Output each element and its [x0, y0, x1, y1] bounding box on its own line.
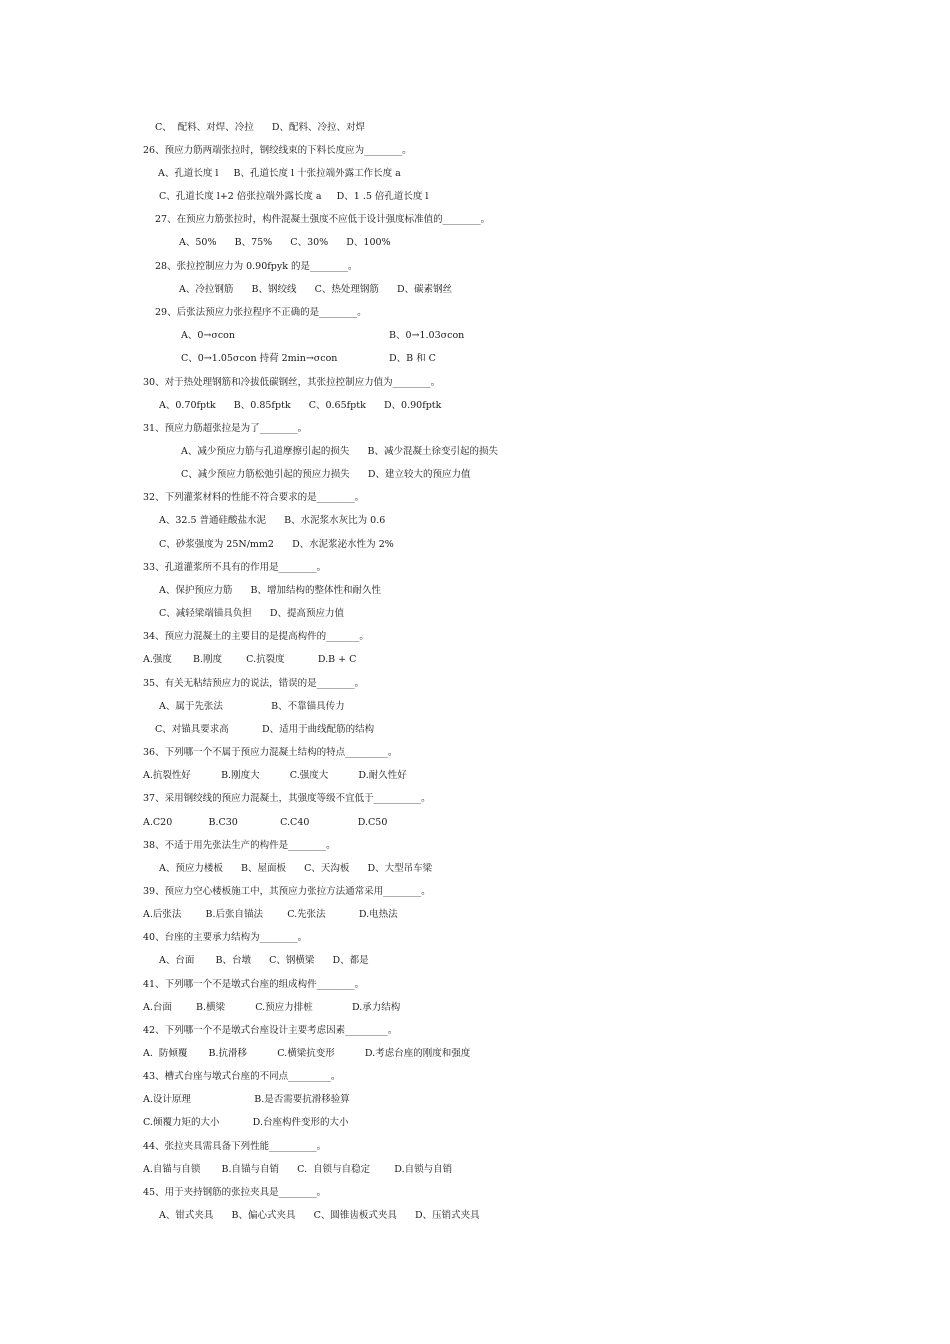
question-38: 38、不适于用先张法生产的构件是________。: [143, 840, 336, 851]
option-line: A.强度 B.刚度 C.抗裂度 D.B + C: [143, 654, 357, 665]
question-29: 29、后张法预应力张拉程序不正确的是________。: [155, 307, 367, 318]
option-line: A、32.5 普通硅酸盐水泥 B、水泥浆水灰比为 0.6: [159, 515, 386, 526]
option-line: A、50% B、75% C、30% D、100%: [179, 237, 391, 248]
option-line: A、属于先张法 B、不靠锚具传力: [159, 701, 345, 712]
option-line: A、0.70fptk B、0.85fptk C、0.65fptk D、0.90fptk: [159, 400, 442, 411]
option-line: A、钳式夹具 B、偏心式夹具 C、圆锥齿板式夹具 D、压销式夹具: [159, 1210, 480, 1221]
question-33: 33、孔道灌浆所不具有的作用是________。: [143, 562, 327, 573]
question-30: 30、对于热处理钢筋和冷拔低碳钢丝，其张拉控制应力值为________。: [143, 377, 441, 388]
question-32: 32、下列灌浆材料的性能不符合要求的是________。: [143, 492, 365, 503]
option-line: A、冷拉钢筋 B、钢绞线 C、热处理钢筋 D、碳素钢丝: [179, 284, 453, 295]
option-line: C.倾覆力矩的大小 D.台座构件变形的大小: [143, 1117, 349, 1128]
option-line: C、减少预应力筋松弛引起的预应力损失 D、建立较大的预应力值: [181, 469, 471, 480]
option-line: C、砂浆强度为 25N/mm2 D、水泥浆泌水性为 2%: [159, 539, 394, 550]
question-40: 40、台座的主要承力结构为________。: [143, 932, 308, 943]
option-line: A.台面 B.横梁 C.预应力排桩 D.承力结构: [143, 1002, 401, 1013]
option-line: A.自锚与自锁 B.自锚与自销 C. 自锁与自稳定 D.自锁与自销: [143, 1164, 453, 1175]
option-line: A、减少预应力筋与孔道摩擦引起的损失 B、减少混凝土徐变引起的损失: [181, 446, 498, 457]
option-line: A.抗裂性好 B.刚度大 C.强度大 D.耐久性好: [143, 770, 407, 781]
option-line: A. 防倾覆 B.抗滑移 C.横梁抗变形 D.考虑台座的刚度和强度: [143, 1048, 471, 1059]
question-39: 39、预应力空心楼板施工中，其预应力张拉方法通常采用________。: [143, 886, 431, 897]
option-line: C、对锚具要求高 D、适用于曲线配筋的结构: [155, 724, 375, 735]
question-37: 37、采用钢绞线的预应力混凝土，其强度等级不宜低于__________。: [143, 793, 431, 804]
option-line: C、 配料、对焊、冷拉 D、配料、冷拉、对焊: [155, 122, 366, 133]
option-line: A.后张法 B.后张自锚法 C.先张法 D.电热法: [143, 909, 398, 920]
option-line: A.设计原理 B.是否需要抗滑移验算: [143, 1094, 350, 1105]
option-line: A、台面 B、台墩 C、钢横梁 D、都是: [159, 955, 369, 966]
question-45: 45、用于夹持钢筋的张拉夹具是________。: [143, 1187, 327, 1198]
question-44: 44、张拉夹具需具备下列性能__________。: [143, 1141, 327, 1152]
question-34: 34、预应力混凝土的主要目的是提高构件的_______。: [143, 631, 369, 642]
option-line: A、0→σcon: [181, 330, 236, 341]
option-line: A、保护预应力筋 B、增加结构的整体性和耐久性: [159, 585, 381, 596]
question-28: 28、张拉控制应力为 0.90fpyk 的是________。: [155, 261, 358, 272]
option-line: A、孔道长度 l B、孔道长度 l 十张拉端外露工作长度 a: [158, 168, 401, 179]
option-line: A.C20 B.C30 C.C40 D.C50: [143, 817, 388, 828]
option-line: D、B 和 C: [389, 353, 436, 364]
question-36: 36、下列哪一个不属于预应力混凝土结构的特点_________。: [143, 747, 398, 758]
question-43: 43、槽式台座与墩式台座的不同点_________。: [143, 1071, 341, 1082]
option-line: C、减轻梁端锚具负担 D、提高预应力值: [159, 608, 345, 619]
question-41: 41、下列哪一个不是墩式台座的组成构件________。: [143, 979, 365, 990]
option-line: A、预应力楼板 B、屋面板 C、天沟板 D、大型吊车梁: [159, 863, 433, 874]
option-line: C、孔道长度 l+2 倍张拉端外露长度 a D、1 .5 倍孔道长度 l: [159, 191, 429, 202]
option-line: B、0→1.03σcon: [389, 330, 465, 341]
option-line: C、0→1.05σcon 持荷 2min→σcon: [181, 353, 338, 364]
question-27: 27、在预应力筋张拉时，构件混凝土强度不应低于设计强度标准值的________。: [155, 214, 491, 225]
question-42: 42、下列哪一个不是墩式台座设计主要考虑因素_________。: [143, 1025, 398, 1036]
question-35: 35、有关无粘结预应力的说法，错误的是________。: [143, 678, 365, 689]
question-26: 26、预应力筋两端张拉时，钢绞线束的下料长度应为________。: [143, 145, 412, 156]
question-31: 31、预应力筋超张拉是为了________。: [143, 423, 308, 434]
